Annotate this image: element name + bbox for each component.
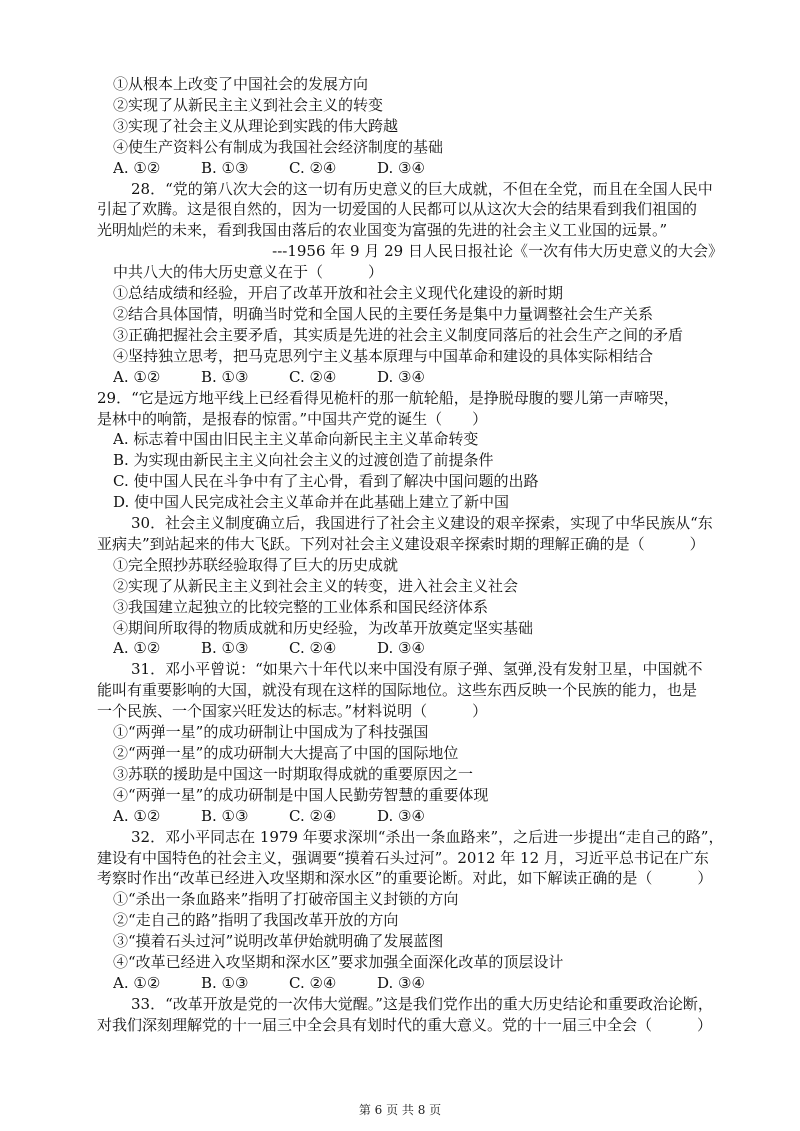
- q28-stem-1: 28．“党的第八次大会的这一切有历史意义的巨大成就，不但在全党，而且在全国人民中: [131, 179, 713, 198]
- q32-stem-2: 建设有中国特色的社会主义，强调要“摸着石头过河”。2012 年 12 月，习近平总书记在广东: [97, 848, 709, 867]
- question-29: [97, 388, 723, 513]
- q30-item-1: ①完全照抄苏联经验取得了巨大的历史成就: [113, 555, 399, 574]
- q30-stem-2: 亚病夫”到站起来的伟大飞跃。下列对社会主义建设艰辛探索时期的理解正确的是（ ）: [97, 534, 705, 553]
- option-a: A. ①②: [113, 973, 161, 992]
- question-30: [97, 513, 723, 659]
- prev-item-4: ④使生产资料公有制成为我国社会经济制度的基础: [113, 137, 444, 156]
- q31-item-2: ②“两弹一星”的成功研制大大提高了中国的国际地位: [113, 744, 459, 762]
- q32-item-3: ③“摸着石头过河”说明改革伊始就明确了发展蓝图: [113, 932, 444, 951]
- option-b: B. ①③: [201, 973, 249, 992]
- page-content: [97, 74, 723, 1036]
- q28-item-2: ②结合具体国情，明确当时党和全国人民的主要任务是集中力量调整社会生产关系: [113, 304, 654, 323]
- q32-item-4: ④“改革已经进入攻坚期和深水区”要求加强全面深化改革的顶层设计: [113, 953, 564, 972]
- q30-item-4: ④期间所取得的物质成就和历史经验，为改革开放奠定坚实基础: [113, 618, 534, 637]
- q31-item-4: ④“两弹一星”的成功研制是中国人民勤劳智慧的重要体现: [113, 785, 489, 804]
- q29-choice-b: B. 为实现由新民主主义向社会主义的过渡创造了前提条件: [113, 451, 494, 470]
- option-a: A. ①②: [113, 806, 161, 825]
- q30-item-2: ②实现了从新民主主义到社会主义的转变，进入社会主义社会: [113, 576, 519, 595]
- q28-item-3: ③正确把握社会主要矛盾，其实质是先进的社会主义制度同落后的社会生产之间的矛盾: [113, 325, 684, 344]
- q29-stem-2: 是林中的响箭，是报春的惊雷。”中国共产党的诞生（ ）: [97, 409, 488, 428]
- q32-stem-3: 考察时作出“改革已经进入攻坚期和深水区”的重要论断。对此，如下解读正确的是（ ）: [97, 869, 713, 888]
- option-d: D. ③④: [377, 973, 425, 992]
- option-c: C. ②④: [289, 367, 337, 386]
- q28-stem-3: 光明灿烂的未来，看到我国由落后的农业国变为富强的先进的社会主义工业国的远景。”: [97, 221, 668, 240]
- q32-item-1: ①“杀出一条血路来”指明了打破帝国主义封锁的方向: [113, 890, 459, 909]
- q30-item-3: ③我国建立起独立的比较完整的工业体系和国民经济体系: [113, 597, 489, 616]
- q32-stem-1: 32．邓小平同志在 1979 年要求深圳“杀出一条血路来”，之后进一步提出“走自己的路”，: [131, 827, 723, 846]
- prev-item-2: ②实现了从新民主主义到社会主义的转变: [113, 95, 384, 114]
- q31-stem-3: 一个民族、一个国家兴旺发达的标志。”材料说明（ ）: [97, 702, 488, 721]
- prev-item-3: ③实现了社会主义从理论到实践的伟大跨越: [113, 116, 399, 135]
- q29-choice-a: A. 标志着中国由旧民主主义革命向新民主主义革命转变: [113, 430, 479, 449]
- question-28: [97, 179, 723, 388]
- q30-stem-1: 30．社会主义制度确立后，我国进行了社会主义建设的艰辛探索，实现了中华民族从“东: [131, 514, 713, 533]
- prev-question: [113, 74, 723, 179]
- option-d: D. ③④: [377, 639, 425, 658]
- option-a: A. ①②: [113, 639, 161, 658]
- q28-stem-2: 引起了欢腾。这是很自然的，因为一切爱国的人民都可以从这次大会的结果看到我们祖国的: [97, 200, 698, 219]
- q31-stem-2: 能叫有重要影响的大国，就没有现在这样的国际地位。这些东西反映一个民族的能力，也是: [97, 681, 698, 700]
- q33-stem-2: 对我们深刻理解党的十一届三中全会具有划时代的重大意义。党的十一届三中全会（ ）: [97, 1015, 713, 1034]
- option-d: D. ③④: [377, 158, 425, 177]
- option-c: C. ②④: [289, 806, 337, 825]
- option-b: B. ①③: [201, 639, 249, 658]
- q29-choice-d: D. 使中国人民完成社会主义革命并在此基础上建立了新中国: [113, 493, 510, 512]
- q31-item-1: ①“两弹一星”的成功研制让中国成为了科技强国: [113, 723, 429, 742]
- option-c: C. ②④: [289, 639, 337, 658]
- question-31: [97, 659, 723, 826]
- option-d: D. ③④: [377, 367, 425, 386]
- option-b: B. ①③: [201, 806, 249, 825]
- prev-options: [113, 158, 723, 179]
- option-b: B. ①③: [201, 158, 249, 177]
- q28-item-4: ④坚持独立思考，把马克思列宁主义基本原理与中国革命和建设的具体实际相结合: [113, 346, 654, 365]
- q29-choice-c: C. 使中国人民在斗争中有了主心骨，看到了解决中国问题的出路: [113, 472, 539, 491]
- option-b: B. ①③: [201, 367, 249, 386]
- q28-options: [113, 367, 723, 388]
- prev-item-1: ①从根本上改变了中国社会的发展方向: [113, 75, 369, 93]
- q32-options: [113, 973, 723, 994]
- q32-item-2: ②“走自己的路”指明了我国改革开放的方向: [113, 911, 399, 930]
- q31-stem-1: 31．邓小平曾说：“如果六十年代以来中国没有原子弹、氢弹,没有发射卫星，中国就不: [131, 660, 703, 679]
- question-33: [97, 994, 723, 1036]
- option-a: A. ①②: [113, 367, 161, 386]
- q30-options: [113, 638, 723, 659]
- q31-options: [113, 806, 723, 827]
- option-c: C. ②④: [289, 973, 337, 992]
- page-footer: 第 6 页 共 8 页: [358, 1103, 442, 1117]
- question-32: [97, 827, 723, 994]
- option-a: A. ①②: [113, 158, 161, 177]
- q31-item-3: ③苏联的援助是中国这一时期取得成就的重要原因之一: [113, 764, 474, 783]
- q33-stem-1: 33．“改革开放是党的一次伟大觉醒。”这是我们党作出的重大历史结论和重要政治论断，: [131, 994, 713, 1013]
- q28-question: 中共八大的伟大历史意义在于（ ）: [113, 263, 384, 282]
- option-d: D. ③④: [377, 806, 425, 825]
- q28-item-1: ①总结成绩和经验，开启了改革开放和社会主义现代化建设的新时期: [113, 284, 564, 303]
- q29-stem-1: 29．“它是远方地平线上已经看得见桅杆的那一航轮船，是挣脱母腹的婴儿第一声啼哭，: [97, 388, 679, 407]
- q28-source: ---1956 年 9 月 29 日人民日报社论《一次有伟大历史意义的大会》: [272, 242, 723, 261]
- option-c: C. ②④: [289, 158, 337, 177]
